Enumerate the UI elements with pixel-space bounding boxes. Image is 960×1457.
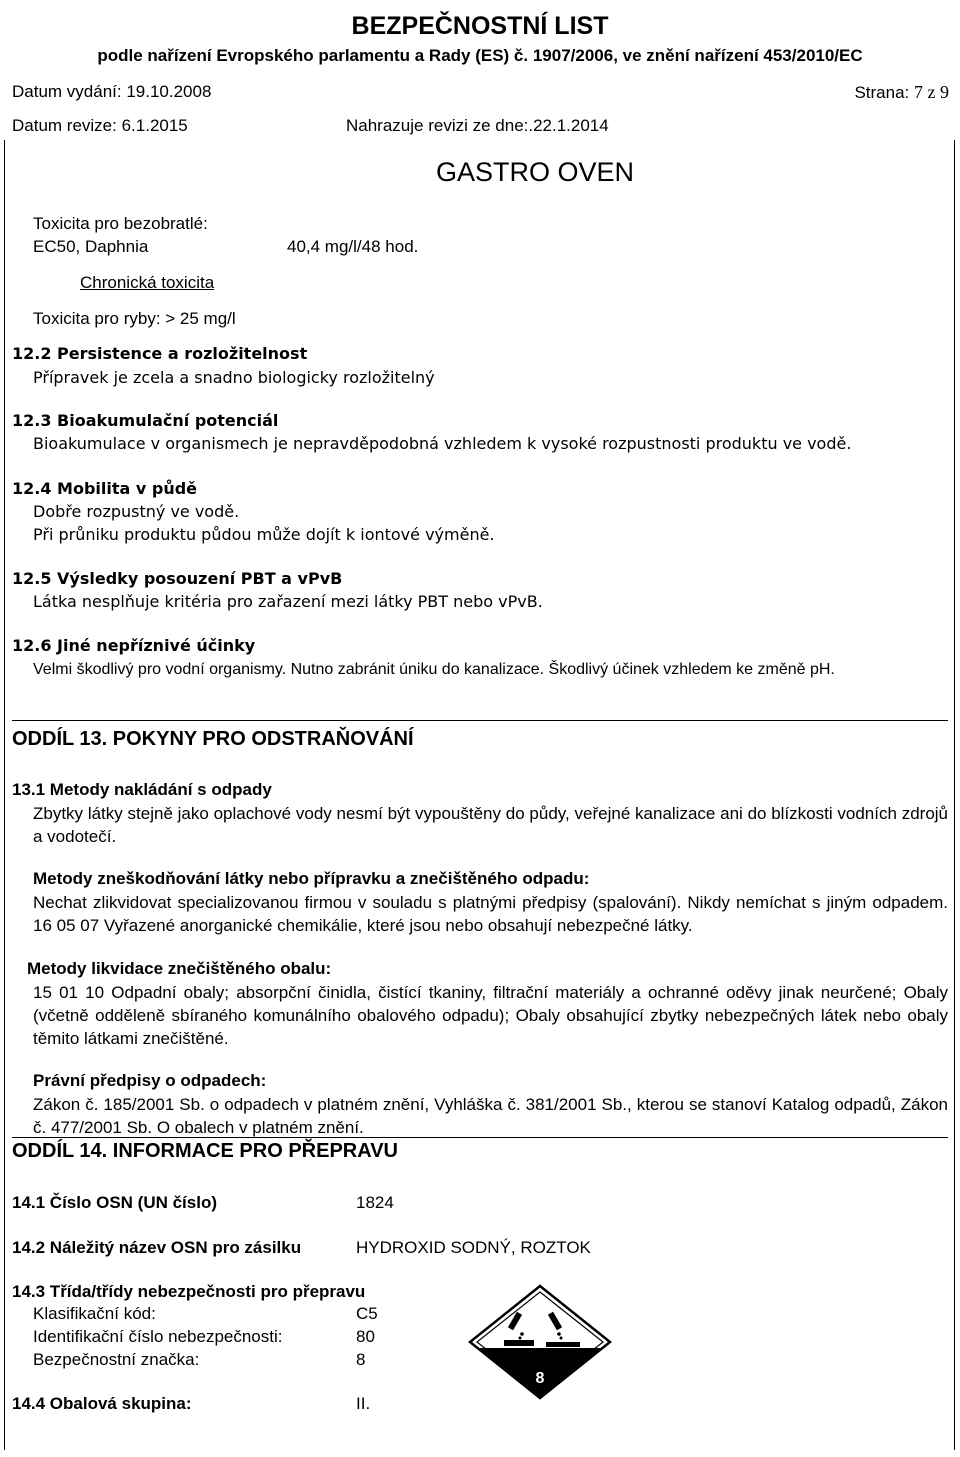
packing-group-label: 14.4 Obalová skupina: (12, 1394, 192, 1413)
page-indicator (854, 82, 949, 103)
s12-6-text: Velmi škodlivý pro vodní organismy. Nutno zabránit úniku do kanalizace. Škodlivý účinek vzhledem ke změně pH. (33, 661, 835, 678)
waste-legislation-title: Právní předpisy o odpadech: (33, 1071, 267, 1090)
packaging-disposal-title: Metody likvidace znečištěného obalu: (27, 959, 332, 978)
packing-group-value: II. (356, 1394, 371, 1413)
safety-mark-value: 8 (356, 1350, 366, 1369)
disposal-methods-title: Metody zneškodňování látky nebo přípravku a znečištěného odpadu: (33, 869, 590, 888)
s12-5-title: 12.5 Výsledky posouzení PBT a vPvB (12, 569, 343, 588)
section-13-heading: ODDÍL 13. POKYNY PRO ODSTRAŇOVÁNÍ (12, 728, 414, 750)
s12-3-text: Bioakumulace v organismech je nepravděpodobná vzhledem k vysoké rozpustnosti produktu ve vodě. (33, 434, 852, 453)
page-number: 7 z 9 (914, 82, 949, 102)
s12-2-title: 12.2 Persistence a rozložitelnost (12, 344, 308, 363)
corrosive-pictogram-icon (460, 1282, 620, 1402)
tox-ec50-value: 40,4 mg/l/48 hod. (287, 237, 419, 256)
s13-1-text: Zbytky látky stejně jako oplachové vody nesmí být vypouštěny do půdy, veřejné kanalizace ani do blízkosti vodních zdrojů a vodotečí. (33, 804, 948, 846)
issue-date: Datum vydání: 19.10.2008 (12, 82, 212, 101)
disposal-methods-text: Nechat zlikvidovat specializovanou firmou v souladu s platnými předpisy (spalování). Nikdy nemíchat s jiným odpadem. 16 05 07 Vyřazené anorganické chemikálie, které jsou nebo obsahují nebezpečné látky. (33, 893, 948, 935)
s12-2-text: Přípravek je zcela a snadno biologicky rozložitelný (33, 368, 435, 387)
s12-4-title: 12.4 Mobilita v půdě (12, 479, 198, 498)
un-number-label: 14.1 Číslo OSN (UN číslo) (12, 1193, 217, 1212)
classification-code-label: Klasifikační kód: (33, 1304, 156, 1323)
safety-mark-label: Bezpečnostní značka: (33, 1350, 200, 1369)
document-title: BEZPEČNOSTNÍ LIST (351, 12, 609, 40)
s12-4-line2: Při průniku produktu půdou může dojít k iontové výměně. (33, 525, 495, 544)
replaces-revision: Nahrazuje revizi ze dne:.22.1.2014 (346, 116, 609, 135)
tox-invertebrates-label: Toxicita pro bezobratlé: (33, 214, 208, 233)
product-name: GASTRO OVEN (436, 157, 635, 187)
hazard-class-title: 14.3 Třída/třídy nebezpečnosti pro přepravu (12, 1282, 366, 1301)
classification-code-value: C5 (356, 1304, 378, 1323)
chronic-toxicity-heading: Chronická toxicita (80, 273, 215, 292)
s13-1-title: 13.1 Metody nakládání s odpady (12, 780, 272, 799)
waste-legislation-text: Zákon č. 185/2001 Sb. o odpadech v platném znění, Vyhláška č. 381/2001 Sb., kterou se stanoví Katalog odpadů, Zákon č. 477/2001 Sb. O obalech v platném znění. (33, 1095, 948, 1137)
packaging-disposal-text: 15 01 10 Odpadní obaly; absorpční činidla, čistící tkaniny, filtrační materiály a ochranné oděvy jinak neurčené; Obaly (včetně odděleně sbíraného komunálního obalového odpadu); Obaly obsahující zbytky nebezpečných látek nebo obaly těmito látkami znečištěné. (33, 983, 948, 1048)
shipping-name-label: 14.2 Náležitý název OSN pro zásilku (12, 1238, 302, 1257)
s12-6-title: 12.6 Jiné nepříznivé účinky (12, 636, 256, 655)
shipping-name-value: HYDROXID SODNÝ, ROZTOK (356, 1238, 591, 1257)
section-14-rule (12, 1137, 948, 1138)
section-13-rule (12, 720, 948, 721)
hazard-id-label: Identifikační číslo nebezpečnosti: (33, 1327, 283, 1346)
pictogram-number: 8 (535, 1370, 545, 1387)
page-frame-right (954, 140, 955, 1450)
revision-date: Datum revize: 6.1.2015 (12, 116, 188, 135)
s12-5-text: Látka nesplňuje kritéria pro zařazení mezi látky PBT nebo vPvB. (33, 592, 543, 611)
s12-4-line1: Dobře rozpustný ve vodě. (33, 502, 240, 521)
tox-ec50-label: EC50, Daphnia (33, 237, 149, 256)
page-frame-left (4, 140, 5, 1450)
page-label: Strana: (854, 83, 910, 102)
section-14-heading: ODDÍL 14. INFORMACE PRO PŘEPRAVU (12, 1140, 398, 1162)
tox-fish: Toxicita pro ryby: > 25 mg/l (33, 309, 236, 328)
s12-3-title: 12.3 Bioakumulační potenciál (12, 411, 279, 430)
hazard-id-value: 80 (356, 1327, 375, 1346)
un-number-value: 1824 (356, 1193, 394, 1212)
document-subtitle: podle nařízení Evropského parlamentu a Rady (ES) č. 1907/2006, ve znění nařízení 453/2010/EC (97, 46, 863, 65)
